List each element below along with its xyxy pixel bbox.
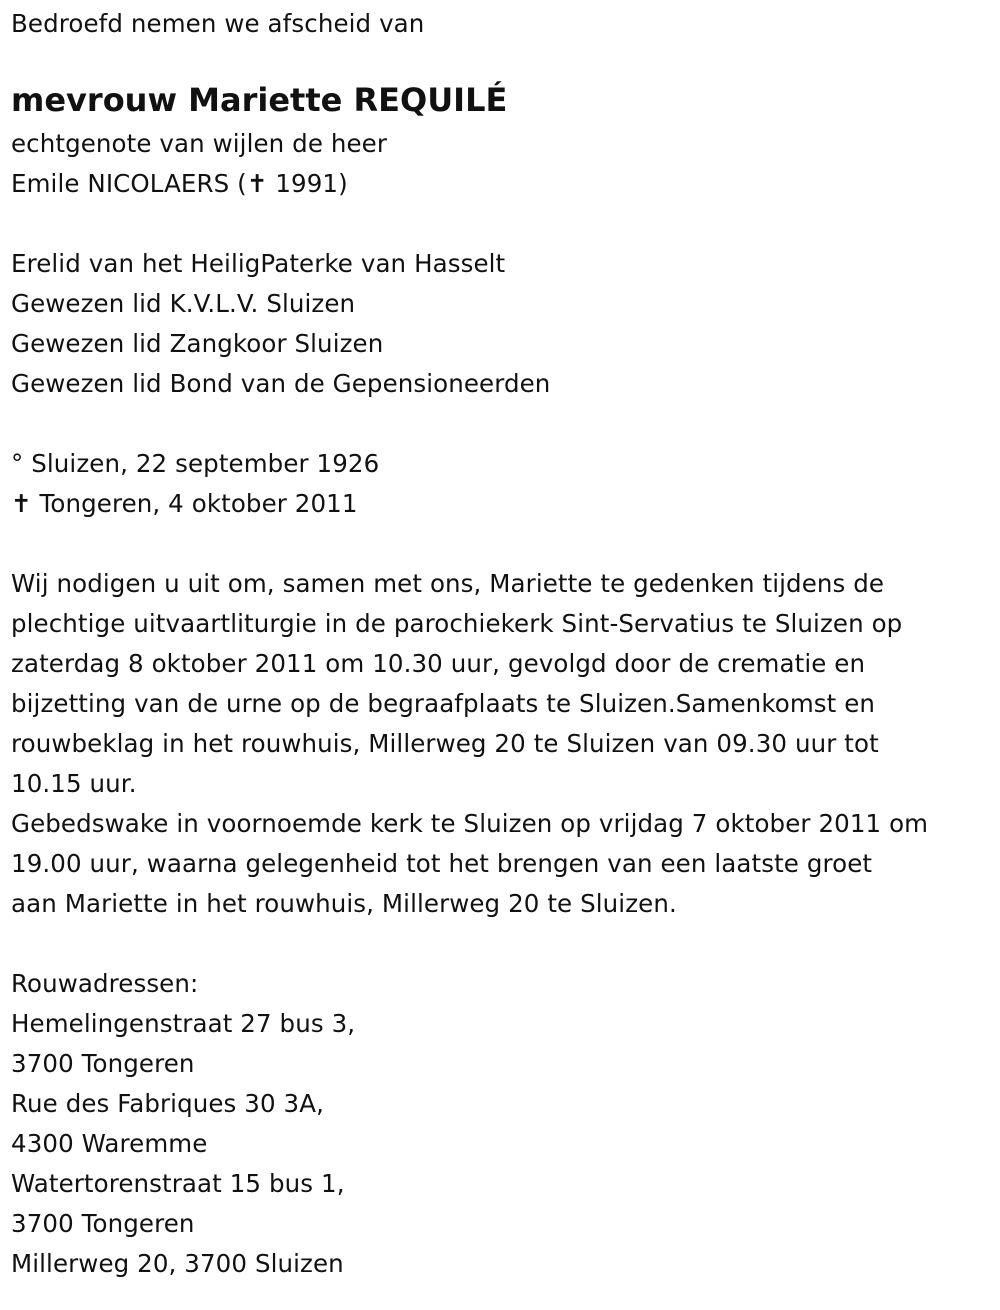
deceased-name: mevrouw Mariette REQUILÉ	[11, 81, 508, 119]
invitation-line: zaterdag 8 oktober 2011 om 10.30 uur, gevolgd door de crematie en	[11, 649, 866, 678]
address-line: Watertorenstraat 15 bus 1,	[11, 1169, 345, 1198]
address-line: Rue des Fabriques 30 3A,	[11, 1089, 324, 1118]
address-line: 4300 Waremme	[11, 1129, 208, 1158]
membership-line: Erelid van het HeiligPaterke van Hasselt	[11, 249, 506, 278]
addresses-heading: Rouwadressen:	[11, 969, 199, 998]
obituary-notice	[11, 4, 996, 1284]
invitation-line: Gebedswake in voornoemde kerk te Sluizen op vrijdag 7 oktober 2011 om	[11, 809, 929, 838]
spacer	[11, 924, 996, 964]
membership-line: Gewezen lid Bond van de Gepensioneerden	[11, 369, 551, 398]
address-line: 3700 Tongeren	[11, 1049, 195, 1078]
invitation-line: aan Mariette in het rouwhuis, Millerweg 20 te Sluizen.	[11, 889, 677, 918]
spacer	[11, 404, 996, 444]
spouse-line: echtgenote van wijlen de heer	[11, 129, 388, 158]
death-line: ✝ Tongeren, 4 oktober 2011	[11, 489, 358, 518]
invitation-line: rouwbeklag in het rouwhuis, Millerweg 20 te Sluizen van 09.30 uur tot	[11, 729, 879, 758]
spacer	[11, 524, 996, 564]
address-line: 3700 Tongeren	[11, 1209, 195, 1238]
membership-line: Gewezen lid K.V.L.V. Sluizen	[11, 289, 356, 318]
invitation-line: Wij nodigen u uit om, samen met ons, Mariette te gedenken tijdens de	[11, 569, 885, 598]
invitation-line: bijzetting van de urne op de begraafplaats te Sluizen.Samenkomst en	[11, 689, 876, 718]
address-line: Millerweg 20, 3700 Sluizen	[11, 1249, 344, 1278]
intro-text: Bedroefd nemen we afscheid van	[11, 9, 425, 38]
invitation-line: 19.00 uur, waarna gelegenheid tot het brengen van een laatste groet	[11, 849, 873, 878]
birth-line: ° Sluizen, 22 september 1926	[11, 449, 380, 478]
invitation-line: 10.15 uur.	[11, 769, 137, 798]
address-line: Hemelingenstraat 27 bus 3,	[11, 1009, 356, 1038]
membership-line: Gewezen lid Zangkoor Sluizen	[11, 329, 384, 358]
spacer	[11, 204, 996, 244]
invitation-line: plechtige uitvaartliturgie in de parochiekerk Sint-Servatius te Sluizen op	[11, 609, 903, 638]
spouse-line: Emile NICOLAERS (✝ 1991)	[11, 169, 348, 198]
spacer	[11, 44, 996, 76]
